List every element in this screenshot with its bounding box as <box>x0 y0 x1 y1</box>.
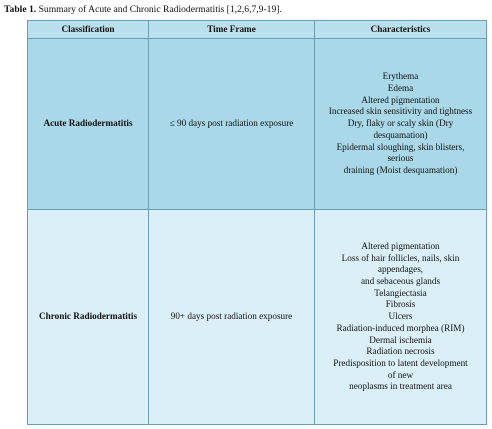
characteristic-line: serious <box>387 153 414 164</box>
table-row <box>28 39 487 210</box>
characteristic-line: Altered pigmentation <box>361 240 440 251</box>
table-caption <box>4 4 282 15</box>
time-frame-cell: ≤ 90 days post radiation exposure <box>149 39 315 210</box>
radiodermatitis-table <box>27 20 487 425</box>
table-caption-label: Table 1. <box>4 4 37 15</box>
header-classification: Classification <box>28 21 149 39</box>
characteristic-line: Increased skin sensitivity and tightness <box>328 106 473 117</box>
characteristic-line: desquamation) <box>373 129 428 140</box>
characteristic-line: Ulcers <box>388 311 413 322</box>
characteristic-line: Radiation necrosis <box>366 346 435 357</box>
table-caption-text: Summary of Acute and Chronic Radiodermatitis [1,2,6,7,9-19]. <box>38 4 282 15</box>
header-time-frame: Time Frame <box>149 21 315 39</box>
classification-cell: Acute Radiodermatitis <box>28 39 149 210</box>
characteristic-line: Dermal ischemia <box>369 334 432 345</box>
characteristic-line: Predisposition to latent development <box>333 357 468 368</box>
characteristic-line: Altered pigmentation <box>361 94 440 105</box>
characteristic-line: draining (Moist desquamation) <box>343 164 458 175</box>
classification-cell: Chronic Radiodermatitis <box>28 210 149 425</box>
header-characteristics: Characteristics <box>315 21 487 39</box>
table-row <box>28 210 487 425</box>
characteristic-line: and sebaceous glands <box>360 276 441 287</box>
characteristic-line: Erythema <box>382 71 419 82</box>
characteristic-line: Telangiectasia <box>374 287 427 298</box>
characteristic-line: Edema <box>387 83 414 94</box>
characteristic-line: Fibrosis <box>385 299 416 310</box>
characteristic-line: Epidermal sloughing, skin blisters, <box>336 141 465 152</box>
characteristic-line: Radiation-induced morphea (RIM) <box>336 322 465 333</box>
characteristic-line: of new <box>387 369 414 380</box>
characteristic-line: Dry, flaky or scaly skin (Dry <box>347 118 454 129</box>
time-frame-cell: 90+ days post radiation exposure <box>149 210 315 425</box>
table-header-row <box>28 21 487 39</box>
characteristic-line: appendages, <box>377 264 424 275</box>
characteristics-cell <box>315 39 487 210</box>
characteristics-cell <box>315 210 487 425</box>
characteristic-line: Loss of hair follicles, nails, skin <box>341 252 460 263</box>
characteristic-line: neoplasms in treatment area <box>349 381 452 392</box>
